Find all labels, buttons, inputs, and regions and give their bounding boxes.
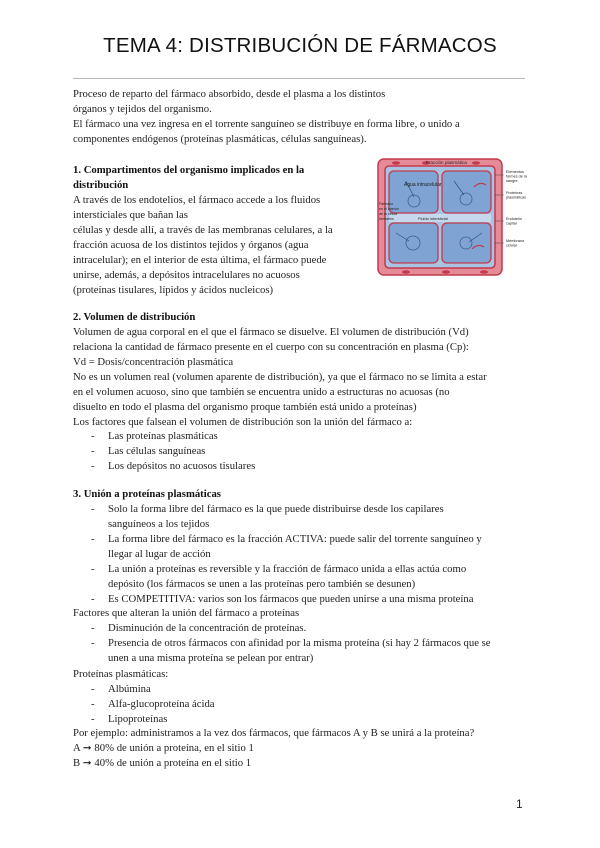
list-item: Los depósitos no acuosos tisulares — [108, 460, 256, 472]
proteins-title: Proteínas plasmáticas: — [73, 668, 169, 680]
fig-label-right: Membrana — [506, 239, 525, 243]
list-item: La unión a proteínas es reversible y la fracción de fármaco unida a ellas actúa como — [108, 563, 467, 575]
factors-title: Factores que alteran la unión del fármaco a proteínas — [73, 607, 300, 619]
fig-label-left: hematíes — [379, 217, 394, 221]
list-dash: - — [91, 713, 95, 725]
list-dash: - — [91, 698, 95, 710]
list-item-cont: llegar al lugar de acción — [108, 548, 211, 560]
s1-line: células y desde allí, a través de las membranas celulares, a la — [73, 224, 333, 236]
list-dash: - — [91, 637, 95, 649]
list-item: La forma libre del fármaco es la fracción ACTIVA: puede salir del torrente sanguíneo y — [108, 533, 482, 545]
list-item: Alfa-glucoproteína ácida — [108, 698, 215, 710]
list-item: Presencia de otros fármacos con afinidad por la misma proteína (si hay 2 fármacos que se — [108, 637, 491, 649]
fig-label-right: celular — [506, 243, 518, 248]
intro-line: El fármaco una vez ingresa en el torrente sanguíneo se distribuye en forma libre, o unido a — [73, 118, 460, 130]
list-item: Disminución de la concentración de proteínas. — [108, 622, 307, 634]
fig-label-right: Proteínas — [506, 191, 523, 195]
fig-label-right: plasmáticas — [506, 195, 527, 200]
list-item-cont: unen a una misma proteína se pelean por entrar) — [108, 652, 314, 664]
title-divider — [73, 78, 525, 79]
s1-line: A través de los endotelios, el fármaco accede a los fluidos — [73, 194, 321, 206]
section-1-heading: distribución — [73, 179, 129, 191]
example-line: Por ejemplo: administramos a la vez dos fármacos, que fármacos A y B se unirá a la proteína? — [73, 727, 475, 739]
s2-line: en el volumen acuoso, sino que también se encuentra unido a estructuras no acuosas (no — [73, 386, 450, 398]
fig-label-right: Elementos — [506, 170, 524, 174]
list-item: Albúmina — [108, 683, 151, 695]
list-dash: - — [91, 533, 95, 545]
s2-line: No es un volumen real (volumen aparente de distribución), ya que el fármaco no se limita a estar — [73, 371, 487, 383]
fig-label-left: de la célula — [379, 212, 398, 216]
list-item-cont: sanguíneos a los tejidos — [108, 518, 210, 530]
s2-line: relaciona la cantidad de fármaco presente en el cuerpo con su concentración en plasma (Cp): — [73, 341, 469, 353]
list-dash: - — [91, 563, 95, 575]
example-a: A ➞ 80% de unión a proteína, en el sitio 1 — [73, 742, 254, 754]
fig-label-right: Endotelio — [506, 217, 522, 221]
fig-label-right: formes de la — [506, 174, 527, 179]
list-item: Solo la forma libre del fármaco es la que puede distribuirse desde los capilares — [108, 503, 444, 515]
fig-label-left: Fármaco — [379, 202, 394, 206]
section-1-heading: 1. Compartimentos del organismo implicados en la — [73, 164, 305, 176]
section-3-heading: 3. Unión a proteínas plasmáticas — [73, 488, 221, 500]
s1-line: unirse, además, a depósitos intracelulares no acuosos — [73, 269, 300, 281]
fig-label-top: Fracción plasmática — [426, 160, 467, 165]
s2-line: Los factores que falsean el volumen de distribución son la unión del fármaco a: — [73, 416, 413, 428]
fig-label-left: en el interior — [379, 207, 399, 211]
s2-line: Volumen de agua corporal en el que el fármaco se disuelve. El volumen de distribución (Vd) — [73, 326, 469, 338]
fig-label-right: capilar — [506, 221, 518, 226]
section-2-heading: 2. Volumen de distribución — [73, 311, 196, 323]
example-b: B ➞ 40% de unión a proteína en el sitio 1 — [73, 757, 252, 769]
s2-line: Vd = Dosis/concentración plasmática — [73, 356, 234, 368]
list-dash: - — [91, 503, 95, 515]
list-dash: - — [91, 460, 95, 472]
list-item: Lipoproteínas — [108, 713, 168, 725]
intro-line: órganos y tejidos del organismo. — [73, 103, 212, 115]
list-item: Las células sanguíneas — [108, 445, 206, 457]
page-number: 1 — [516, 797, 523, 811]
list-item: Las proteínas plasmáticas — [108, 430, 218, 442]
list-dash: - — [91, 683, 95, 695]
s1-line: intersticiales que bañan las — [73, 209, 188, 221]
s1-line: (proteínas tisulares, lípidos y ácidos nucleicos) — [73, 284, 274, 296]
list-dash: - — [91, 445, 95, 457]
fig-label-intersticial: Fluido intersticial — [418, 216, 448, 221]
intro-line: Proceso de reparto del fármaco absorbido, desde el plasma a los distintos — [73, 88, 386, 100]
intro-line: componentes endógenos (proteínas plasmáticas, células sanguíneas). — [73, 133, 367, 145]
list-item: Es COMPETITIVA: varios son los fármacos que pueden unirse a una misma proteína — [108, 593, 474, 605]
fig-label-agua: Agua intracelular — [404, 182, 442, 188]
s2-line: disuelto en todo el plasma del organismo proque también está unido a proteínas) — [73, 401, 417, 413]
list-dash: - — [91, 430, 95, 442]
list-item-cont: depósito (los fármacos se unen a las proteínas pero también se desunen) — [108, 578, 416, 590]
s1-line: intracelular); en el interior de esta última, el fármaco puede — [73, 254, 327, 266]
s1-line: fracción acuosa de los distintos tejidos y órganos (agua — [73, 239, 309, 251]
page-title: TEMA 4: DISTRIBUCIÓN DE FÁRMACOS — [103, 34, 497, 57]
list-dash: - — [91, 622, 95, 634]
fig-label-right: sangre — [506, 179, 518, 183]
compartments-diagram — [376, 157, 536, 277]
list-dash: - — [91, 593, 95, 605]
